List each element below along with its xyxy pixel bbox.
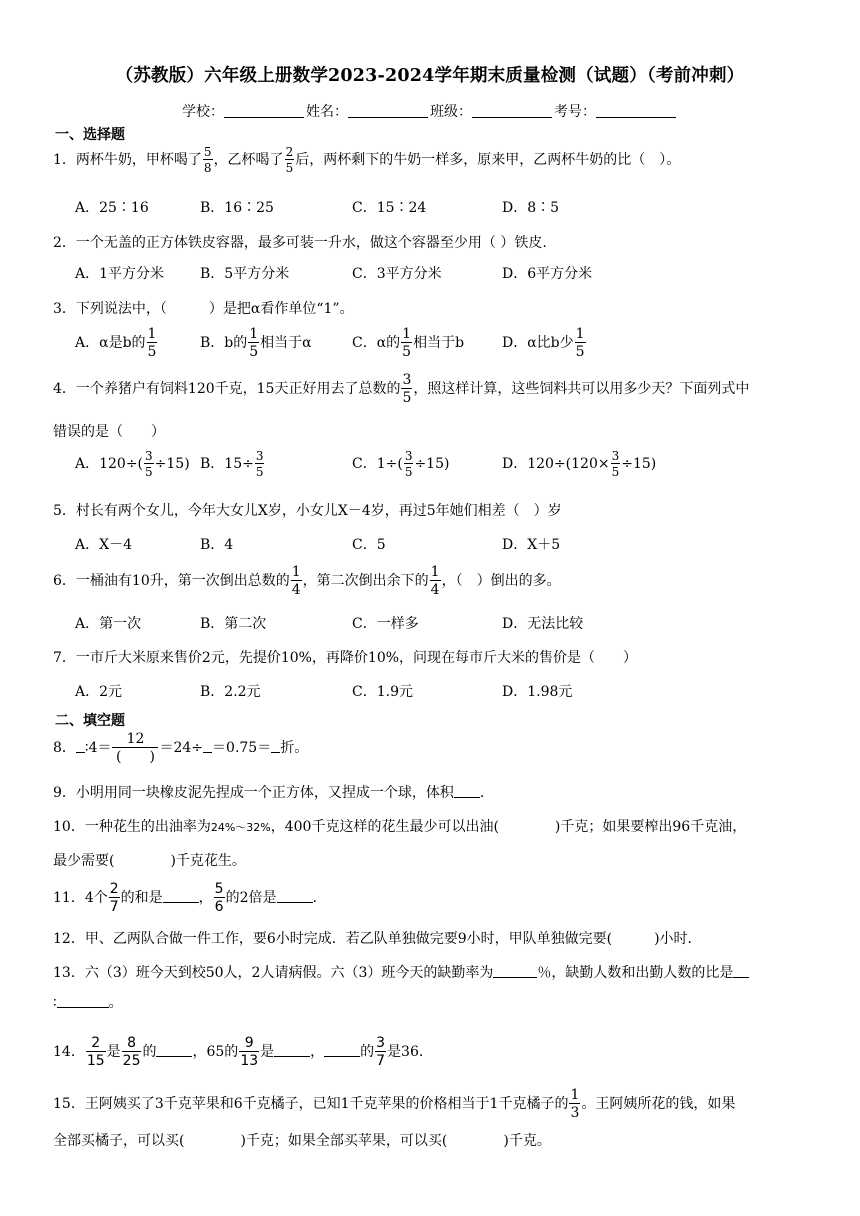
answer-blank[interactable] (203, 740, 212, 753)
question-14: 14． $\frac{2}{15}$ 是 $\frac{8}{25}$ 的 ，65的 $\frac{9}{13}$ 是 ， 的 $\frac{3}{7}$ 是36. (53, 1035, 424, 1069)
school-label: 学校： (182, 104, 224, 120)
fraction: $\frac{9}{13}$ (240, 1035, 259, 1069)
question-9: 9．小明用同一块橡皮泥先捏成一个正方体，又捏成一个球，体积 . (53, 785, 485, 801)
student-info-line (0, 101, 860, 121)
option-d[interactable]: D．α比b少 $\frac{1}{5}$ (502, 326, 585, 360)
option-c[interactable]: C．1.9元 (352, 684, 413, 700)
answer-blank[interactable] (277, 890, 313, 903)
fraction: $\frac{1}{4}$ (291, 564, 301, 598)
fraction: $\frac{3}{5}$ (611, 449, 620, 479)
option-c[interactable]: C．α的 $\frac{1}{5}$ 相当于b (352, 326, 465, 360)
section-fill-heading: 二、填空题 (55, 713, 125, 729)
question-2: 2．一个无盖的正方体铁皮容器，最多可装一升水，做这个容器至少用（ ）铁皮. (53, 235, 547, 251)
option-a[interactable]: A．2元 (75, 684, 123, 700)
fraction: $\frac{1}{3}$ (570, 1087, 580, 1121)
question-7: 7．一市斤大米原来售价2元，先提价10%，再降价10%，问现在每市斤大米的售价是（ ） (53, 650, 638, 666)
fraction: $\frac{5}{8}$ (203, 145, 212, 175)
fraction: $\frac{1}{5}$ (575, 326, 585, 360)
question-15-cont: 全部买橘子，可以买( )千克；如果全部买苹果，可以买( )千克。 (53, 1133, 551, 1149)
question-11: 11．4个 $\frac{2}{7}$ 的和是 ， $\frac{5}{6}$ 的2倍是 . (53, 881, 317, 915)
option-d[interactable]: D．6平方分米 (502, 266, 593, 282)
option-c[interactable]: C．3平方分米 (352, 266, 442, 282)
name-label: 姓名： (306, 104, 348, 120)
answer-blank[interactable] (57, 995, 109, 1008)
fraction: $\frac{3}{5}$ (404, 449, 413, 479)
option-b[interactable]: B．b的 $\frac{1}{5}$ 相当于α (200, 326, 312, 360)
answer-blank[interactable] (76, 740, 85, 753)
exam-no-blank[interactable] (596, 103, 676, 118)
answer-blank[interactable] (271, 740, 280, 753)
option-a[interactable]: A．1平方分米 (75, 266, 165, 282)
fraction: $\frac{3}{5}$ (402, 372, 412, 406)
option-d[interactable]: D．1.98元 (502, 684, 573, 700)
option-d[interactable]: D．8∶5 (502, 200, 560, 216)
option-a[interactable]: A．120÷( $\frac{3}{5}$ ÷15) (75, 449, 190, 479)
exam-no-label: 考号： (554, 104, 596, 120)
fraction: $\frac{8}{25}$ (122, 1035, 141, 1069)
answer-blank[interactable] (163, 890, 199, 903)
fraction: $\frac{3}{5}$ (145, 449, 153, 479)
question-8: 8． ∶4＝ $\frac{12}{( )}$ ＝24÷ ＝0.75＝ 折。 (53, 731, 309, 765)
fraction: $\frac{1}{4}$ (430, 564, 440, 598)
option-a[interactable]: A．25∶16 (75, 200, 149, 216)
fraction: $\frac{3}{5}$ (255, 449, 264, 479)
option-d[interactable]: D．无法比较 (502, 616, 584, 632)
fraction: $\frac{1}{5}$ (147, 326, 157, 360)
fraction: $\frac{1}{5}$ (402, 326, 412, 360)
question-10: 10．一种花生的出油率为24%～32%，400千克这样的花生最少可以出油( )千克；如果要榨出96千克油， (53, 819, 747, 835)
class-label: 班级： (430, 104, 472, 120)
answer-blank[interactable] (274, 1044, 310, 1057)
fraction: $\frac{2}{5}$ (285, 145, 294, 175)
fraction: $\frac{3}{7}$ (376, 1035, 386, 1069)
name-blank[interactable] (348, 103, 428, 118)
option-b[interactable]: B．2.2元 (200, 684, 261, 700)
answer-blank[interactable] (324, 1044, 360, 1057)
question-15: 15．王阿姨买了3千克苹果和6千克橘子，已知1千克苹果的价格相当于1千克橘子的 $\frac{1}{3}$ 。王阿姨所花的钱，如果 (53, 1087, 736, 1121)
question-5: 5．村长有两个女儿，今年大女儿X岁，小女儿X－4岁，再过5年她们相差（ ）岁 (53, 503, 562, 519)
fraction: $\frac{1}{5}$ (249, 326, 259, 360)
fraction: $\frac{12}{( )}$ (112, 732, 158, 764)
option-b[interactable]: B．5平方分米 (200, 266, 290, 282)
answer-blank[interactable] (733, 965, 749, 978)
class-blank[interactable] (472, 103, 552, 118)
question-4: 4．一个养猪户有饲料120千克，15天正好用去了总数的 $\frac{3}{5}$ ，照这样计算，这些饲料共可以用多少天？下面列式中 (53, 372, 750, 406)
question-12: 12．甲、乙两队合做一件工作，要6小时完成．若乙队单独做完要9小时，甲队单独做完要( )小时． (53, 931, 702, 947)
question-1: 1．两杯牛奶，甲杯喝了 $\frac{5}{8}$ ，乙杯喝了 $\frac{2}{5}$ 后，两杯剩下的牛奶一样多，原来甲，乙两杯牛奶的比（ ）。 (53, 145, 681, 175)
question-6: 6．一桶油有10升，第一次倒出总数的 $\frac{1}{4}$ ，第二次倒出余下的 $\frac{1}{4}$ ，（ ）倒出的多。 (53, 564, 561, 598)
option-a[interactable]: A．X－4 (75, 537, 132, 553)
school-blank[interactable] (224, 103, 304, 118)
option-b[interactable]: B．4 (200, 537, 234, 553)
question-3: 3．下列说法中，（ ）是把α看作单位“1”。 (53, 301, 354, 317)
option-b[interactable]: B．15÷ $\frac{3}{5}$ (200, 449, 264, 479)
answer-blank[interactable] (454, 785, 480, 798)
option-b[interactable]: B．16∶25 (200, 200, 274, 216)
answer-blank[interactable] (156, 1044, 192, 1057)
option-c[interactable]: C．一样多 (352, 616, 419, 632)
question-10-cont: 最少需要( )千克花生。 (53, 853, 246, 869)
question-4-cont: 错误的是（ ） (53, 424, 165, 440)
fraction: $\frac{2}{15}$ (86, 1035, 105, 1069)
question-13-cont: ∶ 。 (53, 995, 123, 1011)
answer-blank[interactable] (493, 965, 537, 978)
fraction: $\frac{5}{6}$ (214, 881, 224, 915)
option-d[interactable]: D．120÷(120× $\frac{3}{5}$ ÷15) (502, 449, 657, 479)
option-c[interactable]: C．5 (352, 537, 386, 553)
fraction: $\frac{2}{7}$ (109, 881, 119, 915)
exam-title: （苏教版）六年级上册数学2023-2024学年期末质量检测（试题）（考前冲刺） (115, 66, 745, 86)
question-13: 13．六（3）班今天到校50人，2人请病假。六（3）班今天的缺勤率为 ％，缺勤人数和出勤人数的比是 (53, 962, 749, 982)
option-b[interactable]: B．第二次 (200, 616, 267, 632)
option-d[interactable]: D．X＋5 (502, 537, 561, 553)
section-choice-heading: 一、选择题 (55, 127, 125, 143)
option-c[interactable]: C．15∶24 (352, 200, 427, 216)
option-a[interactable]: A．第一次 (75, 616, 142, 632)
option-a[interactable]: A．α是b的 $\frac{1}{5}$ (75, 326, 157, 360)
option-c[interactable]: C．1÷( $\frac{3}{5}$ ÷15) (352, 449, 450, 479)
